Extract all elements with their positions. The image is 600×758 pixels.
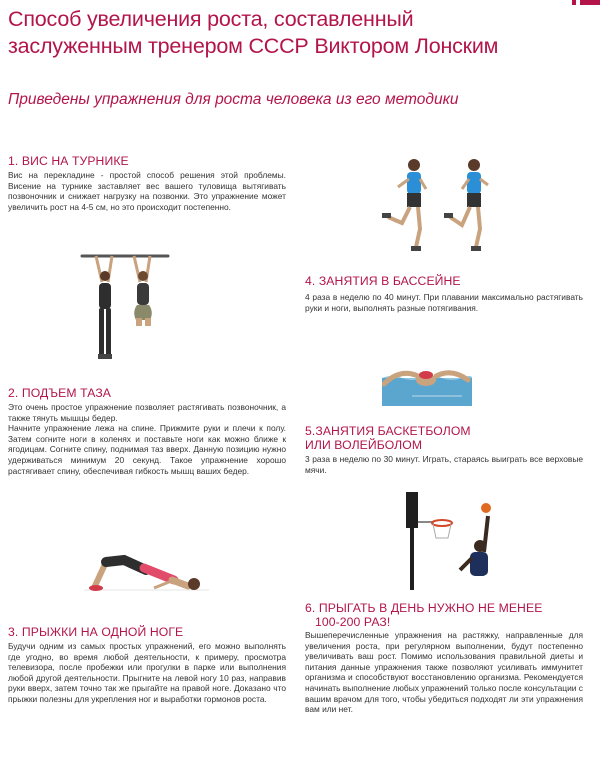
section-4-text: 4 раза в неделю по 40 минут. При плавании максимально растягивать руки и ноги, выполнять разные потягивания.	[305, 292, 583, 313]
running-illustration	[380, 155, 495, 260]
section-5-text: 3 раза в неделю по 30 минут. Играть, стараясь выиграть все верховые мячи.	[305, 454, 583, 475]
page-title	[8, 6, 596, 60]
title-line-2: заслуженным тренером СССР Виктором Лонским	[8, 34, 499, 58]
section-2-text-2: Начните упражнение лежа на спине. Прижмите руки и плечи к полу. Затем согните ноги в коленях и поставьте ноги как можно ближе к ягодицам. Согните спину, поднимая таз вверх. Данную позицию нужно удерживаться минимум 20 секунд. Такое упражнение хорошо растягивает спину, обеспечивая гибкость мышц ваших бедер.	[8, 423, 286, 476]
section-6-text: Вышеперечисленные упражнения на растяжку, направленные для увеличения роста, при регулярном выполнении, будут постепенно увеличивать ваш рост. Помимо использования правильной диеты и питания данные упражнения также позволяют усиливать иммунитет организма и способствуют восстановлению организма. Рекомендуется начинать выполнение любых упражнений только после консультации с вашим врачом для того, чтобы убедиться подходят ли эти упражнения вам или нет.	[305, 630, 583, 715]
title-line-1: Способ увеличения роста, составленный	[8, 7, 414, 31]
section-3-heading: 3. ПРЫЖКИ НА ОДНОЙ НОГЕ	[8, 625, 184, 639]
section-1-text: Вис на перекладине - простой способ решения этой проблемы. Висение на турнике заставляет вес вашего туловища вытягивать позвоночник и снижает нагрузку на позвонки. Это упражнение может увеличить рост на 4-5 см, но это происходит постепенно.	[8, 170, 286, 212]
section-2-text-1: Это очень простое упражнение позволяет растягивать позвоночник, а также тянуть мышцы бедер.	[8, 402, 286, 423]
hip-raise-illustration	[84, 540, 209, 596]
section-5-heading	[305, 424, 471, 452]
section-6-heading	[305, 601, 542, 629]
basketball-illustration	[400, 486, 500, 590]
section-6-heading-line-2: 100-200 РАЗ!	[315, 615, 391, 629]
pullup-illustration	[80, 250, 170, 374]
swimming-illustration	[382, 362, 472, 406]
section-2-heading: 2. ПОДЪЕМ ТАЗА	[8, 386, 112, 400]
page-subtitle: Приведены упражнения для роста человека из его методики	[8, 91, 459, 108]
section-5-heading-line-1: 5.ЗАНЯТИЯ БАСКЕТБОЛОМ	[305, 424, 471, 438]
section-6-heading-line-1: 6. ПРЫГАТЬ В ДЕНЬ НУЖНО НЕ МЕНЕЕ	[305, 601, 543, 615]
section-4-heading: 4. ЗАНЯТИЯ В БАССЕЙНЕ	[305, 274, 461, 288]
section-1-heading: 1. ВИС НА ТУРНИКЕ	[8, 154, 129, 168]
section-2-body	[8, 402, 286, 476]
section-5-heading-line-2: ИЛИ ВОЛЕЙБОЛОМ	[305, 438, 423, 452]
section-3-text: Будучи одним из самых простых упражнений, его можно выполнять где угодно, во время любой деятельности, к примеру, просмотра телевизора, после пробежки или прогулки в парке или выполнения любой другой деятельности. Прыгните на левой ногу 10 раз, направив руки вверх, затем точно так же прыгайте на правой ноге. Доказано что прыжки полезны для укрепления ног и выработки гормонов роста.	[8, 641, 286, 704]
